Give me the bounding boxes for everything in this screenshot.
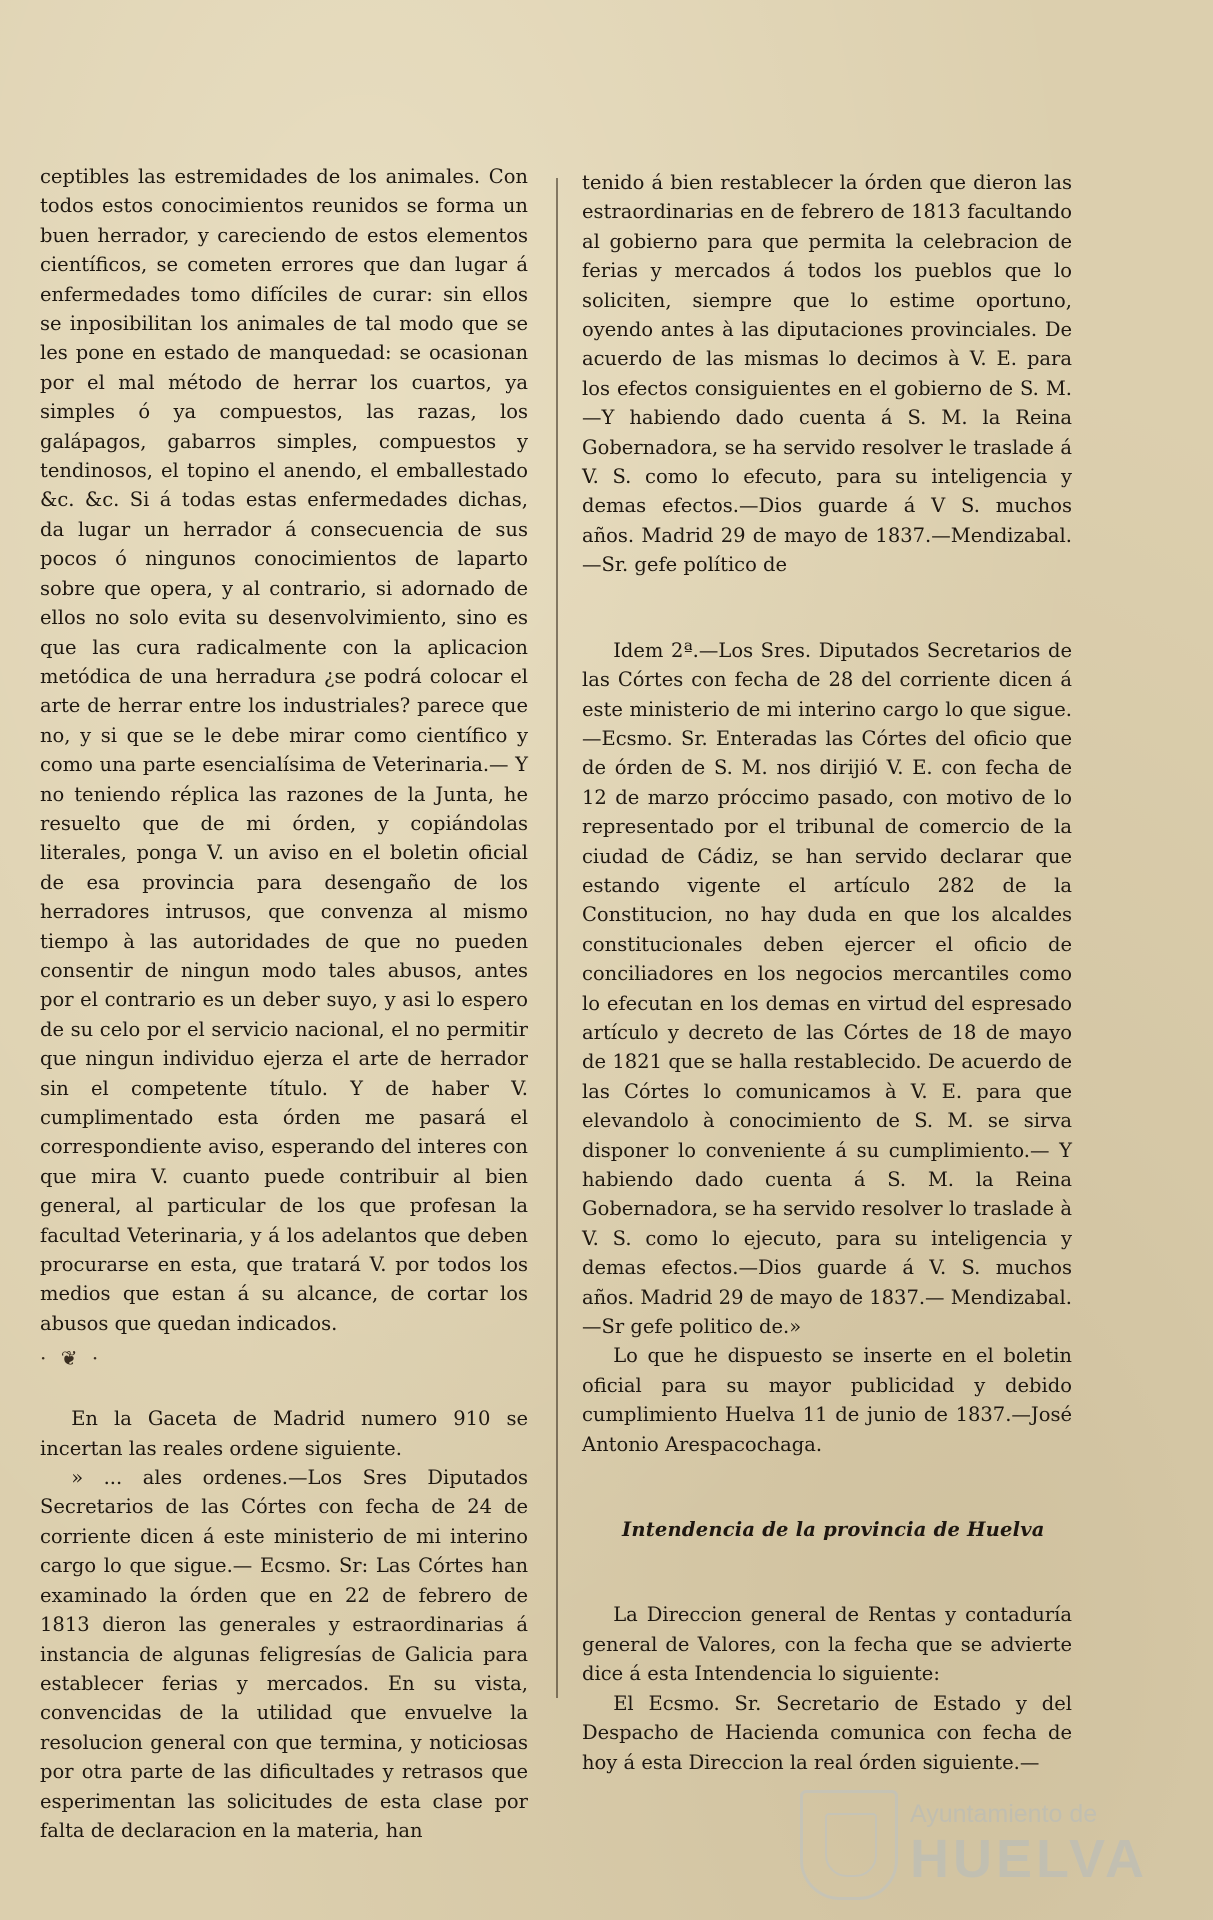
watermark-line-1: Ayuntamiento de [910, 1800, 1098, 1828]
right-paragraph-3: Lo que he dispuesto se inserte en el boletin oficial para su mayor publicidad y debido cumplimiento Huelva 11 de junio de 1837.—José Antonio Arespacochaga. [582, 1344, 1072, 1456]
left-paragraph-1: ceptibles las estremidades de los animales. Con todos estos conocimientos reunidos se forma un buen herrador, y careciendo de estos elementos científicos, se cometen errores que dan lugar á enfermedades tomo difíciles de curar: sin ellos se inposibilitan los animales de tal modo que se les pone en estado de manquedad: se ocasionan por el mal método de herrar los cuartos, ya simples ó ya compuestos, las razas, los galápagos, gabarros simples, compuestos y tendinosos, el topino el anendo, el emballestado &c. &c. Si á todas estas enfermedades dichas, da lugar un herrador á consecuencia de sus pocos ó ningunos conocimientos de laparto sobre que opera, y al contrario, si adornado de ellos no solo evita su desenvolvimiento, sino es que las cura radicalmente con la aplicacion metódica de una herradura ¿se podrá colocar el arte de herrar entre los industriales? parece que no, y si que se le debe mirar como científico y como una parte esencialísima de Veterinaria.— Y no teniendo réplica las razones de la Junta, he resuelto que de mi órden, y copiándolas literales, ponga V. un aviso en el boletin oficial de esa provincia para desengaño de los herradores intrusos, que convenza al mismo tiempo à las autoridades de que no pueden consentir de ningun modo tales abusos, antes por el contrario es un deber suyo, y asi lo espero de su celo por el servicio nacional, el no permitir que ningun individuo ejerza el arte de herrador sin el competente título. Y de haber V. cumplimentado esta órden me pasará el correspondiente aviso, esperando del interes con que mira V. cuanto puede contribuir al bien general, al particular de los que profesan la facultad Veterinaria, y á los adelantos que deben procurarse en esta, que tratará V. por todos los medios que estan á su alcance, de cortar los abusos que quedan indicados. [40, 165, 528, 1335]
right-paragraph-5: El Ecsmo. Sr. Secretario de Estado y del Despacho de Hacienda comunica con fecha de hoy á esta Direccion la real órden siguiente.— [582, 1691, 1072, 1774]
right-column [582, 168, 1072, 1777]
left-column [40, 162, 528, 1845]
watermark [800, 1790, 1148, 1900]
crest-icon [800, 1790, 898, 1900]
right-paragraph-2: Idem 2ª.—Los Sres. Diputados Secretarios de las Córtes con fecha de 28 del corriente dicen á este ministerio de mi interino cargo lo que sigue.—Ecsmo. Sr. Enteradas las Córtes del oficio que de órden de S. M. nos dirijió V. E. con fecha de 12 de marzo próccimo pasado, con motivo de lo representado por el tribunal de comercio de la ciudad de Cádiz, se han servido declarar que estando vigente el artículo 282 de la Constitucion, no hay duda en que los alcaldes constitucionales deben ejercer el oficio de conciliadores en los negocios mercantiles como lo efecutan en los demas en virtud del espresado artículo y decreto de las Córtes de 18 de mayo de 1821 que se halla restablecido. De acuerdo de las Córtes lo comunicamos à V. E. para que elevandolo à conocimiento de S. M. se sirva disponer lo conveniente á su cumplimiento.— Y habiendo dado cuenta á S. M. la Reina Gobernadora, se ha servido resolver lo traslade à V. S. como lo ejecuto, para su inteligencia y demas efectos.—Dios guarde á V. S. muchos años. Madrid 29 de mayo de 1837.— Mendizabal. —Sr gefe politico de.» [582, 638, 1072, 1339]
column-divider [556, 178, 558, 1698]
right-paragraph-4: La Direccion general de Rentas y contaduría general de Valores, con la fecha que se advierte dice á esta Intendencia lo siguiente: [582, 1603, 1072, 1686]
watermark-line-2: HUELVA [910, 1829, 1148, 1889]
section-ornament [40, 1342, 528, 1372]
left-paragraph-3: » ... ales ordenes.—Los Sres Diputados Secretarios de las Córtes con fecha de 24 de corriente dicen á este ministerio de mi interino cargo lo que sigue.— Ecsmo. Sr: Las Córtes han examinado la órden que en 22 de febrero de 1813 dieron las generales y estraordinarias á instancia de algunas feligresías de Galicia para establecer ferias y mercados. En su vista, convencidas de la utilidad que envuelve la resolucion general con que termina, y noticiosas por otra parte de las dificultades y retrasos que esperimentan las solicitudes de esta clase por falta de declaracion en la materia, han [40, 1466, 528, 1842]
left-paragraph-2: En la Gaceta de Madrid numero 910 se incertan las reales ordene siguiente. [40, 1407, 528, 1460]
right-paragraph-1: tenido á bien restablecer la órden que dieron las estraordinarias en de febrero de 1813 facultando al gobierno para que permita la celebracion de ferias y mercados á todos los pueblos que lo soliciten, siempre que lo estime oportuno, oyendo antes à las diputaciones provinciales. De acuerdo de las mismas lo decimos à V. E. para los efectos consiguientes en el gobierno de S. M.—Y habiendo dado cuenta á S. M. la Reina Gobernadora, se ha servido resolver le traslade á V. S. como lo efecuto, para su inteligencia y demas efectos.—Dios guarde á V S. muchos años. Madrid 29 de mayo de 1837.—Mendizabal.—Sr. gefe político de [582, 171, 1072, 577]
ornament-icon: · ❦ · [40, 1346, 103, 1371]
section-heading: Intendencia de la provincia de Huelva [622, 1518, 1045, 1542]
